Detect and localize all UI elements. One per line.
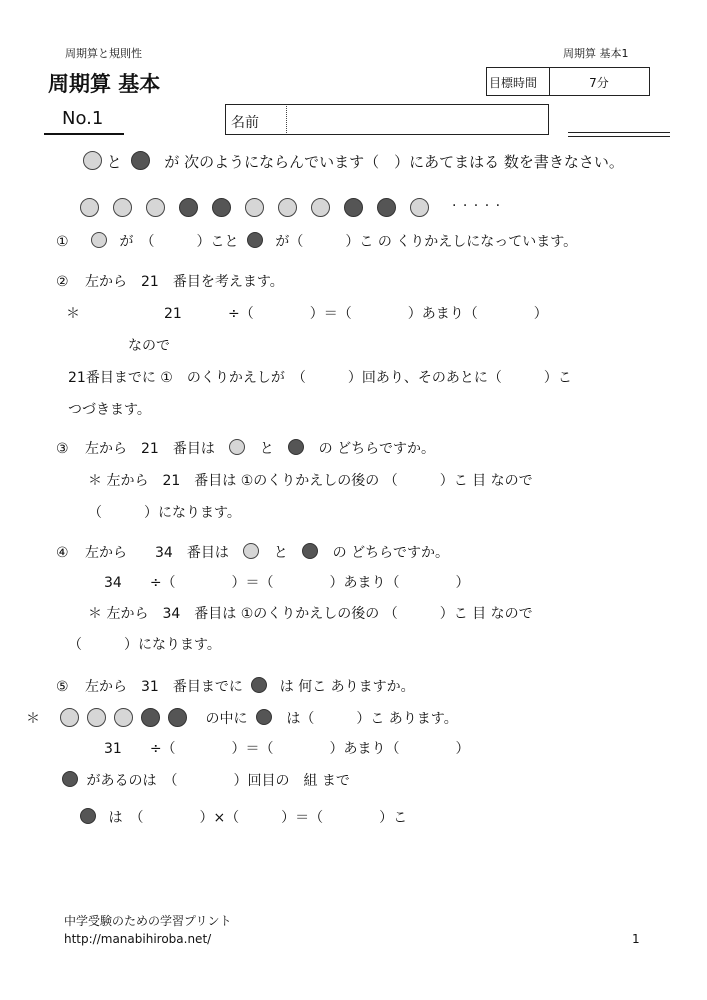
- page-number: 1: [632, 932, 640, 946]
- q5-text-2: は 何こ ありますか。: [279, 679, 415, 695]
- q5-group-line: [60, 709, 458, 729]
- number-underline: [44, 133, 124, 135]
- intro-text-main: が 次のようにならんでいます（ ）にあてまはる 数を書きなさい。: [164, 153, 624, 171]
- q3-line2: ＊ 左から 21 番目は ①のくりかえしの後の （ ）こ 目 なので: [88, 473, 533, 489]
- q2-calc-expression: ÷（ ）＝（ ）あまり（ ）: [228, 306, 548, 322]
- header-rule-top: [568, 132, 670, 133]
- question-1: [56, 232, 577, 252]
- white-circle-icon: [83, 151, 102, 170]
- q2-line4: つづきます。: [68, 402, 151, 418]
- q2-since: なので: [128, 338, 170, 354]
- name-label: 名前: [231, 115, 259, 131]
- white-circle-icon: [278, 198, 297, 217]
- q4-text-2: と: [273, 545, 288, 561]
- black-circle-icon: [251, 677, 267, 693]
- black-circle-icon: [377, 198, 396, 217]
- white-circle-icon: [91, 232, 107, 248]
- q4-text-3: の どちらですか。: [332, 545, 449, 561]
- q5-line4: [62, 771, 350, 791]
- question-4: [56, 543, 449, 563]
- q5-line5-text: は （ ）×（ ）＝（ ）こ: [108, 810, 408, 826]
- q5-line5: [80, 808, 407, 828]
- black-circle-icon: [344, 198, 363, 217]
- target-time-box: [486, 67, 650, 96]
- q4-number: ④: [56, 545, 69, 561]
- q2-calc-dividend: 21: [164, 306, 182, 322]
- black-circle-icon: [212, 198, 231, 217]
- white-circle-icon: [311, 198, 330, 217]
- q2-line3: 21番目までに ① のくりかえしが （ ）回あり、そのあとに（ ）こ: [68, 370, 572, 386]
- question-5: [56, 677, 415, 697]
- q1-text-2: が（ ）こ の くりかえしになっています。: [275, 234, 578, 250]
- q1-number: ①: [56, 234, 69, 250]
- white-circle-icon: [87, 708, 106, 727]
- q5-calc: 31 ÷（ ）＝（ ）あまり（ ）: [104, 741, 470, 757]
- black-circle-icon: [288, 439, 304, 455]
- q3-text-3: の どちらですか。: [318, 441, 435, 457]
- q5-text-1: 左から 31 番目までに: [85, 679, 243, 695]
- white-circle-icon: [60, 708, 79, 727]
- q4-line4: （ ）になります。: [68, 637, 221, 653]
- q4-line2: 34 ÷（ ）＝（ ）あまり（ ）: [104, 575, 470, 591]
- black-circle-icon: [247, 232, 263, 248]
- sheet-label: 周期算 基本1: [563, 47, 629, 60]
- circle-sequence: [80, 199, 443, 219]
- sheet-number: No.1: [62, 108, 104, 129]
- q4-text-1: 左から 34 番目は: [85, 545, 229, 561]
- q1-text-1: が （ ）こと: [119, 234, 239, 250]
- page-title: 周期算 基本: [48, 72, 161, 96]
- target-time-label: 目標時間: [489, 76, 538, 90]
- white-circle-icon: [114, 708, 133, 727]
- white-circle-icon: [146, 198, 165, 217]
- question-3: [56, 439, 435, 459]
- q5-number: ⑤: [56, 679, 69, 695]
- question-2-title: [56, 272, 284, 292]
- q5-circle-group: [60, 711, 195, 727]
- intro-instruction: [83, 152, 624, 172]
- white-circle-icon: [113, 198, 132, 217]
- q5-text-3: の中に: [205, 711, 248, 727]
- white-circle-icon: [243, 543, 259, 559]
- black-circle-icon: [131, 151, 150, 170]
- black-circle-icon: [62, 771, 78, 787]
- black-circle-icon: [141, 708, 160, 727]
- q2-number: ②: [56, 274, 69, 290]
- black-circle-icon: [80, 808, 96, 824]
- q3-line3: （ ）になります。: [88, 505, 241, 521]
- name-box: [225, 104, 549, 135]
- header-rule-bottom: [568, 136, 670, 137]
- q2-star: ＊: [66, 306, 80, 322]
- sequence-ellipsis: · · · · ·: [452, 198, 502, 214]
- q4-line3: ＊ 左から 34 番目は ①のくりかえしの後の （ ）こ 目 なので: [88, 606, 533, 622]
- q2-title-text: 左から 21 番目を考えます。: [85, 274, 284, 290]
- white-circle-icon: [245, 198, 264, 217]
- q3-number: ③: [56, 441, 69, 457]
- target-time-value: 7分: [589, 76, 609, 90]
- name-field[interactable]: [288, 107, 546, 132]
- name-divider: [286, 106, 287, 133]
- black-circle-icon: [256, 709, 272, 725]
- footer-url[interactable]: http://manabihiroba.net/: [64, 932, 212, 946]
- category-label: 周期算と規則性: [65, 47, 142, 60]
- black-circle-icon: [168, 708, 187, 727]
- intro-text-and: と: [106, 153, 122, 171]
- white-circle-icon: [229, 439, 245, 455]
- footer-title: 中学受験のための学習プリント: [64, 914, 232, 928]
- white-circle-icon: [410, 198, 429, 217]
- q5-text-4: は（ ）こ あります。: [286, 711, 458, 727]
- black-circle-icon: [302, 543, 318, 559]
- white-circle-icon: [80, 198, 99, 217]
- q3-text-1: 左から 21 番目は: [85, 441, 215, 457]
- black-circle-icon: [179, 198, 198, 217]
- q5-line4-text: があるのは （ ）回目の 組 まで: [86, 773, 350, 789]
- q3-text-2: と: [259, 441, 274, 457]
- q5-star: ＊: [26, 711, 40, 727]
